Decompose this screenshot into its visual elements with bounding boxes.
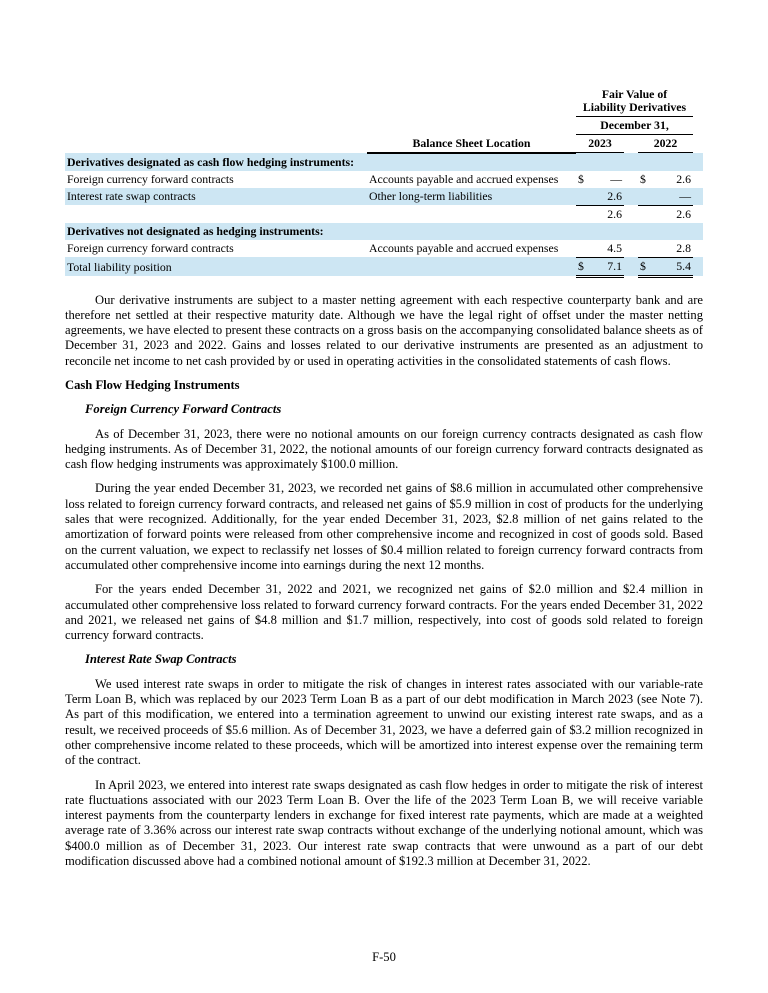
paragraph-fx-2023-gains: During the year ended December 31, 2023, we recorded net gains of $8.6 million in accumulated other comprehensive loss related to foreign currency forward contracts, and released net gains of $5.9 million in cost of products for the underlying sales that were recognized. Additionally, for the year ended December 31, 2023, $2.8 million of net gains related to the amortization of forward points were released from other comprehensive income and recognized in cost of goods sold. Based on the current valuation, we expect to reclassify net losses of $0.4 million related to foreign currency forward contracts from accumulated other comprehensive income into earnings during the next 12 months. [65,481,703,572]
body-text [65,293,703,870]
liability-derivatives-table [65,86,703,278]
year-2023-header: 2023 [576,135,624,153]
currency-symbol: $ [578,258,584,273]
value-2023: 2.6 [607,206,622,221]
value-2022: 2.6 [676,171,692,186]
value-2022: 2.8 [676,240,692,255]
value-2023: 7.1 [607,258,622,273]
row-interest-rate-swap [65,188,703,206]
value-2022: 2.6 [676,206,692,221]
value-2023: 2.6 [607,188,622,203]
value-2022: — [679,188,692,203]
row-label: Foreign currency forward contracts [67,171,234,186]
subheading-foreign-currency-forward-contracts: Foreign Currency Forward Contracts [85,402,282,417]
currency-symbol: $ [578,171,584,186]
paragraph-irs-april-2023: In April 2023, we entered into interest rate swaps designated as cash flow hedges in order to mitigate the risk of interest rate fluctuations associated with our 2023 Term Loan B. Over the life of the 2023 Term Loan B, we will receive variable interest payments from the counterparty lenders in exchange for fixed interest rate payments, which are made at a weighted average rate of 3.36% across our interest rate swap contracts without exchange of the underlying notional amount, which was $400.0 million as of December 31, 2023. Our interest rate swap contracts that were unwound as a part of our debt modification discussed above had a combined notional amount of $192.3 million at December 31, 2022. [65,777,703,868]
fair-value-header [576,86,693,117]
currency-symbol: $ [640,258,646,273]
section-label: Derivatives not designated as hedging instruments: [65,223,703,240]
paragraph-fx-notional: As of December 31, 2023, there were no notional amounts on our foreign currency contracts designated as cash flow hedging instruments. As of December 31, 2022, the notional amounts of our foreign currency forward contracts designated as cash flow hedging instruments was approximately $100.0 million. [65,426,703,472]
row-label: Foreign currency forward contracts [67,241,234,255]
currency-symbol: $ [640,171,646,186]
value-2023: 4.5 [607,240,622,255]
heading-cash-flow-hedging-instruments: Cash Flow Hedging Instruments [65,377,240,392]
date-header: December 31, [576,117,693,135]
table-header-columns-row [65,135,703,153]
balance-sheet-location: Accounts payable and accrued expenses [369,171,559,186]
section-label: Derivatives designated as cash flow hedging instruments: [65,153,703,171]
balance-sheet-location-header: Balance Sheet Location [367,135,576,153]
row-total-liability-position [65,257,703,276]
balance-sheet-location: Accounts payable and accrued expenses [369,241,559,255]
page-content [65,86,703,878]
year-2022-header: 2022 [638,135,693,153]
paragraph-fx-2022-2021-gains: For the years ended December 31, 2022 and 2021, we recognized net gains of $2.0 million and $2.4 million in accumulated other comprehensive loss related to forward currency forward contracts. For the years ended December 31, 2022 and 2021, we released net gains of $4.8 million and $1.7 million, respectively, into cost of goods sold related to foreign currency forward contracts. [65,582,703,643]
row-fx-forward-designated [65,171,703,188]
fair-value-line2: Liability Derivatives [582,100,687,114]
subheading-interest-rate-swap-contracts: Interest Rate Swap Contracts [85,652,237,667]
row-label: Interest rate swap contracts [65,188,367,206]
value-2023: — [610,171,622,186]
page-number: F-50 [372,950,396,964]
value-2022: 5.4 [676,258,692,273]
row-fx-forward-not-designated [65,240,703,258]
table-header-fair-value-row [65,86,703,117]
balance-sheet-location: Other long-term liabilities [367,188,576,206]
section-row-not-designated [65,223,703,240]
paragraph-master-netting: Our derivative instruments are subject to a master netting agreement with each respective counterparty bank and are therefore net settled at their respective maturity date. Although we have the legal right of offset under the master netting agreements, we have elected to present these contracts on a gross basis on the accompanying consolidated balance sheets as of December 31, 2023 and 2022. Gains and losses related to our derivative instruments are presented as an adjustment to reconcile net income to net cash provided by or used in operating activities in the consolidated statements of cash flows. [65,292,703,368]
section-row-designated [65,153,703,171]
paragraph-irs-unwind: We used interest rate swaps in order to mitigate the risk of changes in interest rates associated with our variable-rate Term Loan B, which was replaced by our 2023 Term Loan B as a part of our debt modification in March 2023 (see Note 7). As part of this modification, we entered into a termination agreement to unwind our existing interest rate swaps, and as a result, we received proceeds of $5.6 million. As of December 31, 2023, we have a deferred gain of $3.2 million recognized in other comprehensive income related to these proceeds, which will be amortized into interest expense over the remaining term of the contract. [65,676,703,768]
row-label: Total liability position [65,257,367,276]
row-designated-subtotal [65,205,703,223]
table-header-date-row [65,117,703,135]
fair-value-line1: Fair Value of [601,87,668,101]
